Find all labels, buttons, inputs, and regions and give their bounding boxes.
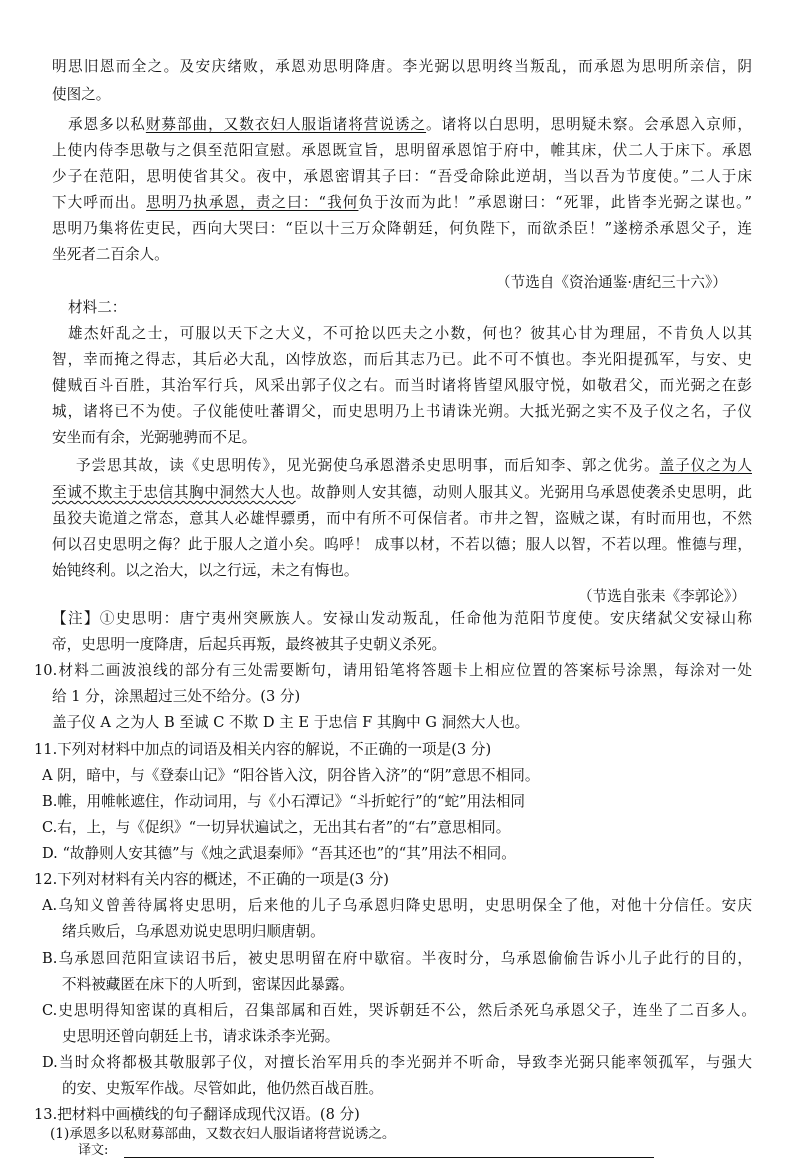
- question-12-option-b: 不料被藏匿在床下的人听到，密谋因此暴露。: [62, 976, 354, 993]
- question-11-stem: 11.下列对材料中加点的词语及相关内容的解说，不正确的一项是(3 分): [34, 741, 492, 758]
- question-11-option-a: A 阴，暗中，与《登泰山记》“阳谷皆入汶，阴谷皆入济”的“阴”意思不相同。: [42, 767, 540, 784]
- passage1-line: [52, 196, 752, 211]
- question-12-option-a: A.乌知义曾善待属将史思明，后来他的儿子乌承恩归降史思明，史思明保全了他，对他十分信任。安庆: [42, 897, 752, 914]
- passage1-text: 负于汝而为此！”承恩谢曰：“死罪，此皆李光弼之谋也。”: [358, 194, 752, 211]
- question-11-option-d: D. “故静则人安其德”与《烛之武退秦师》“吾其还也”的“其”用法不相同。: [42, 845, 516, 862]
- passage2-line: [52, 486, 752, 501]
- passage1-text: 。诸将以白思明，思明疑未察。会承恩入京师，: [426, 116, 752, 133]
- passage2-line: 何以召史思明之侮？此于服人之道小矣。呜呼！ 成事以材，不若以德；服人以智，不若以理。惟德与理，: [52, 536, 752, 553]
- passage2-label: 材料二：: [68, 299, 127, 316]
- passage1-line: 少子在范阳，思明使省其父。夜中，承恩密谓其子曰：“吾受命除此逆胡，当以吾为节度使。”二人于床: [52, 168, 752, 185]
- passage1-line: 使图之。: [52, 86, 111, 103]
- translation-label: 译文:: [78, 1143, 109, 1158]
- translation-answer-line[interactable]: [124, 1157, 654, 1158]
- question-12-stem: 12.下列对材料有关内容的概述，不正确的一项是(3 分): [34, 871, 389, 888]
- underlined-sentence-1: 财募部曲，又数衣妇人服诣诸将营说诱之: [145, 116, 427, 133]
- question-10-stem: 10.材料二画波浪线的部分有三处需要断句，请用铅笔将答题卡上相应位置的答案标号涂黑，每涂对一处: [34, 662, 752, 679]
- passage2-line: 虽狡夫诡道之常态，意其人必雄悍骠勇，而中有所不可保信者。市井之智，盗贼之谋，有时而用也，不然: [52, 510, 752, 527]
- wavy-underlined-sentence: 至诚不欺主于忠信其胸中洞然大人也: [52, 484, 296, 501]
- question-12-option-d: D.当时众将都极其敬服郭子仪，对擅长治军用兵的李光弼并不听命，导致李光弼只能率领孤军，与强大: [42, 1054, 752, 1071]
- passage1-line: 明思旧恩而全之。及安庆绪败，承恩劝思明降唐。李光弼以思明终当叛乱，而承恩为思明所亲信，阴: [52, 58, 752, 75]
- passage2-text: 。故静则人安其德，动则人服其义。光弼用乌承恩使袭杀史思明，此: [295, 484, 752, 501]
- passage2-source: （节选自张耒《李郭论》）: [578, 588, 746, 605]
- passage1-line: [68, 118, 752, 133]
- passage1-text: 下大呼而出。: [52, 194, 147, 211]
- passage2-line: [76, 459, 752, 474]
- underlined-passage-part: 盖子仪之为人: [659, 457, 752, 474]
- question-11-option-b: B.帷，用帷帐遮住，作动词用，与《小石潭记》“斗折蛇行”的“蛇”用法相同: [42, 793, 526, 810]
- question-12-option-b: B.乌承恩回范阳宣读诏书后，被史思明留在府中歇宿。半夜时分，乌承恩偷偷告诉小儿子此行的目的，: [42, 950, 752, 967]
- underlined-sentence-2: 思明乃执承恩，责之曰：“我何: [146, 194, 359, 211]
- question-10-stem: 给 1 分，涂黑超过三处不给分。(3 分): [52, 688, 301, 705]
- passage2-line: 智，幸而掩之得志，其后必大乱，凶悖放恣，而后其志乃已。此不可不慎也。李光阳提孤军，与安、史: [52, 351, 752, 368]
- passage1-line: 思明乃集将佐吏民，西向大哭曰：“臣以十三万众降朝廷，何负陛下，而欲杀臣！”遂榜杀承恩父子，连: [52, 220, 752, 237]
- question-12-option-d: 的安、史叛军作战。尽管如此，他仍然百战百胜。: [62, 1080, 384, 1097]
- passage2-line: 始钝终利。以之治大，以之行远，未之有悔也。: [52, 562, 359, 579]
- note-line: 【注】①史思明：唐宁夷州突厥族人。安禄山发动叛乱，任命他为范阳节度使。安庆绪弑父安禄山称: [52, 610, 752, 627]
- passage2-line: 城，诸将已不为使。子仪能使吐蕃谓父，而史思明乃上书请诛光朔。大抵光弼之实不及子仪之名，子仪: [52, 403, 752, 420]
- passage1-text: 承恩多以私: [68, 116, 146, 133]
- question-11-option-c: C.右，上，与《促织》“一切异状遍试之，无出其右者”的“右”意思相同。: [42, 819, 511, 836]
- question-12-option-a: 绪兵败后，乌承恩劝说史思明归顺唐朝。: [62, 923, 325, 940]
- question-13-stem: 13.把材料中画横线的句子翻译成现代汉语。(8 分): [34, 1106, 360, 1123]
- question-12-option-c: C.史思明得知密谋的真相后，召集部属和百姓，哭诉朝廷不公，然后杀死乌承恩父子，连坐了二百多人。: [42, 1002, 756, 1019]
- passage2-line: 健贼百斗百胜，其治军行兵，风采出郭子仪之右。而当时诸将皆望风服守悦，如敬君父，而光弼之在彭: [52, 377, 752, 394]
- passage1-line: 上使内侍李思敬与之俱至范阳宣慰。承恩既宣旨，思明留承恩馆于府中，帷其床，伏二人于床下。承恩: [52, 142, 752, 159]
- passage1-source: （节选自《资治通鉴·唐纪三十六》）: [496, 274, 727, 291]
- passage2-line: 安坐而有余，光弼驰骋而不足。: [52, 429, 257, 446]
- passage2-text: 予尝思其故，读《史思明传》，见光弼使乌承恩潜杀史思明事，而后知李、郭之优劣。: [76, 457, 660, 474]
- note-line: 帝，史思明一度降唐，后起兵再叛，最终被其子史朝义杀死。: [52, 636, 447, 653]
- passage1-line: 坐死者二百余人。: [52, 246, 169, 263]
- question-10-options: 盖子仪 A 之为人 B 至诚 C 不欺 D 主 E 于忠信 F 其胸中 G 洞然大人也。: [52, 714, 530, 731]
- passage2-line: 雄杰奸乱之士，可服以天下之大义，不可抢以匹夫之小数，何也？彼其心甘为理屈，不肯负人以其: [68, 325, 752, 342]
- question-12-option-c: 史思明还曾向朝廷上书，请求诛杀李光弼。: [62, 1028, 340, 1045]
- question-13-sentence-1: (1)承恩多以私财募部曲，又数衣妇人服诣诸将营说诱之。: [50, 1126, 396, 1142]
